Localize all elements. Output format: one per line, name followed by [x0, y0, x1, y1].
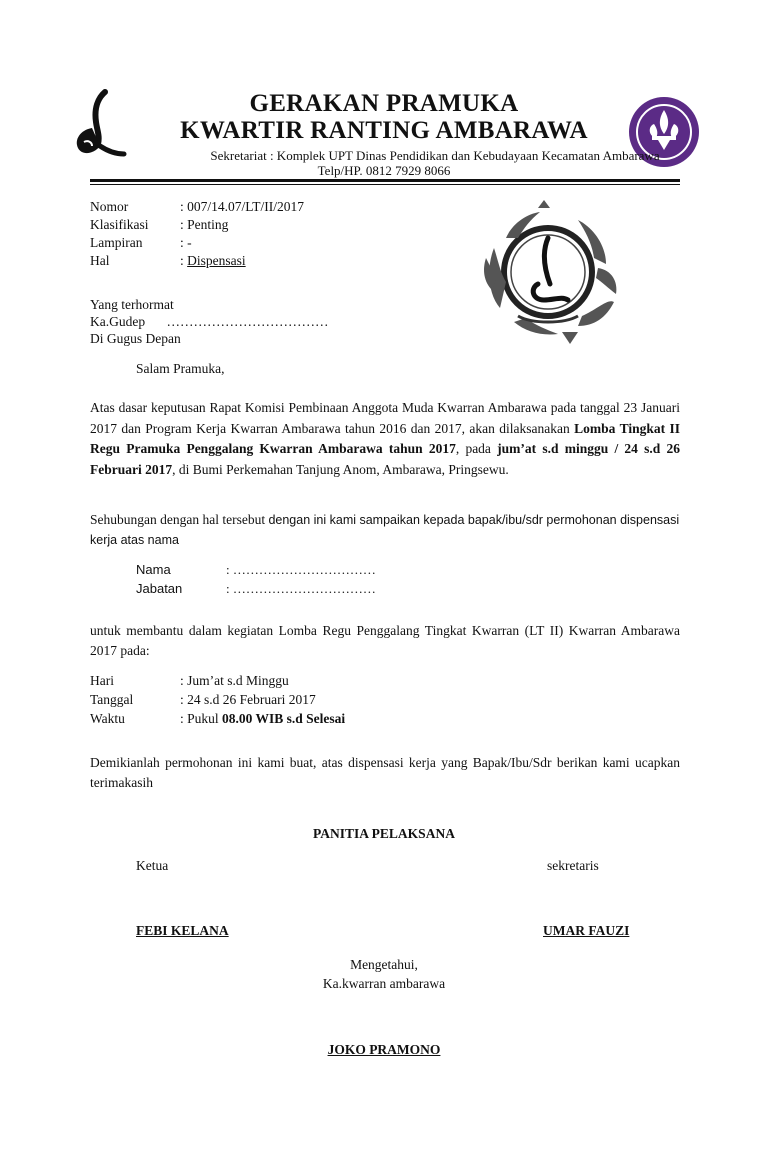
header-divider-thin	[90, 184, 680, 185]
field-key: Jabatan	[136, 581, 183, 596]
paragraph-request	[90, 510, 690, 550]
recipient-line3: Di Gugus Depan	[90, 331, 181, 346]
committee-title: PANITIA PELAKSANA	[313, 826, 455, 841]
meta-key: Nomor	[90, 199, 129, 214]
intro-date: jum’at s.d minggu / 24 s.d 26 Februari 2017	[90, 441, 681, 477]
signer-left-title: Ketua	[136, 858, 169, 873]
signer-right-title: sekretaris	[547, 858, 599, 873]
meta-key: Lampiran	[90, 235, 143, 250]
org-name-line2: KWARTIR RANTING AMBARAWA	[180, 117, 588, 144]
acknowledge-line1: Mengetahui,	[350, 957, 418, 972]
meta-key: Hal	[90, 253, 110, 268]
field-jabatan	[136, 581, 536, 599]
schedule-value-wrap	[180, 711, 345, 727]
request-text-1: Sehubungan dengan hal tersebut	[90, 512, 269, 527]
meta-row-klasifikasi	[90, 217, 510, 235]
recipient-line1: Yang terhormat	[90, 297, 174, 312]
field-value: : ……………………………	[226, 581, 376, 596]
org-phone: Telp/HP. 0812 7929 8066	[317, 163, 451, 178]
schedule-waktu	[90, 711, 510, 729]
meta-value: : 007/14.07/LT/II/2017	[180, 199, 304, 214]
schedule-key: Tanggal	[90, 692, 134, 707]
meta-value-wrap	[180, 253, 246, 269]
signer-right-name: UMAR FAUZI	[543, 923, 630, 938]
field-key: Nama	[136, 562, 171, 577]
schedule-value: : Jum’at s.d Minggu	[180, 673, 289, 688]
meta-sep: :	[180, 253, 188, 268]
recipient-dots: ………………………………	[166, 314, 329, 329]
schedule-value: : Pukul	[180, 711, 223, 726]
field-value: : ……………………………	[226, 562, 376, 577]
header-divider-thick	[90, 179, 680, 182]
meta-row-nomor	[90, 199, 510, 217]
greeting: Salam Pramuka,	[136, 361, 225, 376]
intro-event: Lomba Tingkat II Regu Pramuka Penggalang Kwarran Ambarawa tahun 2017	[90, 420, 680, 456]
intro-text-3: , di Bumi Perkemahan Tanjung Anom, Ambarawa, Pringsewu.	[172, 461, 509, 477]
meta-key: Klasifikasi	[90, 217, 149, 232]
meta-value: : -	[180, 235, 192, 250]
schedule-tanggal	[90, 692, 510, 710]
signer-left-name: FEBI KELANA	[136, 923, 229, 938]
paragraph-purpose: untuk membantu dalam kegiatan Lomba Regu Penggalang Tingkat Kwarran (LT II) Kwarran Ambarawa 2017 pada:	[90, 623, 680, 658]
acknowledge-line2: Ka.kwarran ambarawa	[322, 976, 446, 991]
schedule-time: 08.00 WIB s.d Selesai	[222, 711, 346, 726]
org-address: Sekretariat : Komplek UPT Dinas Pendidikan dan Kebudayaan Kecamatan Ambarawa	[210, 148, 660, 163]
schedule-key: Hari	[90, 673, 114, 688]
meta-value: : Penting	[180, 217, 229, 232]
meta-row-lampiran	[90, 235, 510, 253]
intro-text-2: , pada	[455, 441, 498, 456]
org-name-line1: GERAKAN PRAMUKA	[249, 90, 519, 117]
acknowledge-name: JOKO PRAMONO	[327, 1042, 441, 1057]
paragraph-intro	[90, 398, 680, 480]
recipient-label: Ka.Gudep	[90, 314, 146, 329]
closing-paragraph: Demikianlah permohonan ini kami buat, atas dispensasi kerja yang Bapak/Ibu/Sdr berikan kami ucapkan terimakasih	[90, 755, 680, 790]
schedule-value: : 24 s.d 26 Februari 2017	[180, 692, 316, 707]
field-nama	[136, 562, 536, 580]
schedule-key: Waktu	[90, 711, 125, 726]
request-text-2: dengan ini kami sampaikan kepada bapak/ibu/sdr permohonan dispensasi kerja atas nama	[90, 513, 680, 547]
intro-text-1: Atas dasar keputusan Rapat Komisi Pembinaan Anggota Muda Kwarran Ambarawa pada tanggal 23 Januari 2017 dan Program Kerja Kwarran Ambarawa tahun 2016 dan 2017, akan dilaksanakan	[90, 400, 680, 436]
meta-row-hal	[90, 253, 510, 271]
meta-subject: Dispensasi	[187, 253, 246, 268]
schedule-hari	[90, 673, 510, 691]
